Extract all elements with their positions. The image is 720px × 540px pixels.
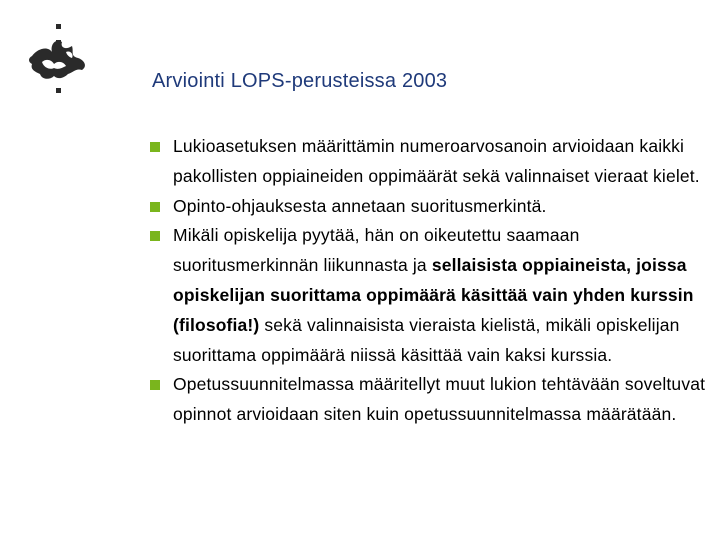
bullet-item-4	[150, 370, 710, 430]
bullet-marker-icon	[150, 231, 160, 241]
bullet-item-3	[150, 221, 710, 370]
bullet-item-1	[150, 132, 710, 192]
slide-title: Arviointi LOPS-perusteissa 2003	[152, 70, 448, 92]
bullet-text-part: Lukioasetuksen määrittämin numeroarvosanoin arvioidaan kaikki pakollisten oppiaineiden oppimäärät sekä valinnaiset vieraat kielet.	[173, 136, 700, 186]
bullet-text-part: Mikäli opiskelija pyytää, hän on oikeutettu saamaan suoritusmerkinnän liikunnasta ja	[173, 225, 580, 276]
bullet-marker-icon	[150, 202, 160, 212]
bullet-text-bold-part: sellaisista oppiaineista, joissa opiskelijan suorittama oppimäärä käsittää vain yhden kurssin (filosofia!)	[173, 255, 694, 335]
bullet-text	[173, 192, 710, 222]
university-logo-icon	[22, 22, 94, 100]
bullet-marker-icon	[150, 142, 160, 152]
bullet-list	[150, 132, 710, 430]
bullet-text-part: sekä valinnaisista vieraista kielistä, mikäli opiskelijan suorittama oppimäärä niissä käsittää vain kaksi kurssia.	[173, 314, 680, 365]
bullet-text-part: Opinto-ohjauksesta annetaan suoritusmerkintä.	[173, 195, 547, 216]
bullet-text-part: Opetussuunnitelmassa määritellyt muut lukion tehtävään soveltuvat opinnot arvioidaan siten kuin opetussuunnitelmassa määrätään.	[173, 374, 706, 425]
bullet-text	[173, 221, 710, 370]
bullet-item-2	[150, 192, 710, 222]
bullet-text	[173, 370, 710, 430]
bullet-text	[173, 132, 710, 192]
bullet-marker-icon	[150, 380, 160, 390]
